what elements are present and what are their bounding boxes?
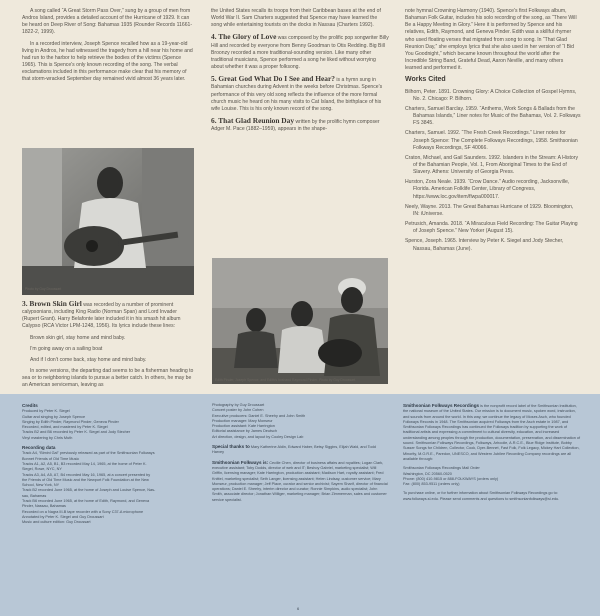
- production-line: Production assistant: Kate Harrington: [212, 424, 275, 429]
- sfr-paragraph: [403, 403, 581, 462]
- label-info-column: [403, 403, 581, 502]
- citation: Charters, Samuel Barclay. 1959. “Anthems, Work Songs & Ballads from the Bahamas Islands,” Liner notes for Music of the Bahamas, Vol. 2. Folkways FS 3845.: [405, 105, 581, 127]
- special-thanks-text: Mary Katherine Aldin, Edward Haber, Betsy Siggins, Elijah Wald, and Todd Harvey: [212, 445, 376, 455]
- address-line: Washington, DC 20560-0520: [403, 471, 452, 476]
- song-3-text: was recorded by a number of prominent calypsonians, including King Radio (Norman Span) and Lord Invader (Rupert Grant). Harry Belafonte later included it in his smash hit album Calypso (RCA Victor LPM-1248, 1956). Its lyrics include these lines:: [22, 302, 181, 330]
- production-line: Executive producers: Daniel E. Sheehy and John Smith: [212, 413, 306, 418]
- credits-heading: Credits: [22, 403, 38, 408]
- song-5-text: is a hymn sung in Bahamian churches during Advent in the weeks before Christmas. Spence's performance of this very old song reflects the influence of the more formal church music he heard on his many visits to Cat Island, the birthplace of his wife Louise. This is his only known record of the song.: [211, 77, 383, 112]
- recording-line: Tracks A1, A2, A5, B1, B3 recorded May 14, 1965, at the home of Peter K.: [22, 461, 147, 466]
- sf-staff-text: Cecille Chen, director of business affairs and royalties; Logan Clark, executive assistant; Toby Dodds, director of web and IT; Beshoy Gabriel, marketing specialist; Will Griffin, licensing manager; Kate Harrington, production assistant; Madison Hart, royalty assistant; Fred Knittel, marketing specialist; Seth Langer, licensing assistant; Helen Lindsay, customer service; Mary Monseur, production manager; Jeff Place, curator and senior archivist; Sayem Sharif, director of financial operations; Daniel E. Sheehy, interim director and curator; Ronnie Simpkins, audio specialist; John Smith, associate director; Jonathan Williger, marketing manager; Brian Zimmerman, sales and customer service specialist.: [212, 460, 388, 502]
- recording-line: sau, Bahamas: [22, 493, 47, 498]
- recording-line: the Friends of Old Time Music and the Newport Folk Foundation at the New: [22, 477, 149, 482]
- photo-pinder-spence: [212, 258, 388, 384]
- purchase-info: To purchase online, or for further information about Smithsonian Folkways Recordings go to: www.folkways.si.edu. Please send comments and questions to smithsonianfolkways@si.edu.: [403, 491, 560, 501]
- production-line: Photography by Guy Droussart: [212, 403, 265, 407]
- credit-line: Guitar and singing by Joseph Spence: [22, 414, 86, 419]
- credit-line: Recorded, edited, and mastered by Peter K. Siegel: [22, 425, 108, 430]
- citation: Petrusich, Amanda. 2018. “A Miraculous Field Recording: The Guitar Playing of Joseph Spence.” New Yorker (August 15).: [405, 221, 578, 235]
- intro-paragraph-2: In a recorded interview, Joseph Spence recalled how as a 19-year-old living in Andros, he had witnessed the tragedy from a hill near his home and had run to the harbor to help retrieve the bodies of the victims (Spence 1965). This is Spence's only known recording of the song. The verbal exclamations included in this performance make clear that his memory of that storm-wracked September day remained vivid almost 36 years later.: [22, 40, 193, 83]
- song-3-paragraph-2: In some versions, the departing dad seems to be a fisherman heading to sea or to neighboring islands to pursue a better catch. In others, he may be an American serviceman, leaving as: [22, 368, 194, 389]
- lyric-line-1: Brown skin girl, stay home and mind baby.: [30, 334, 126, 341]
- address-line: Phone: (800) 410-9815 or 888-FOLKWAYS (orders only): [403, 476, 499, 481]
- lyric-line-2: I'm going away on a sailing boat: [30, 345, 103, 352]
- song-5-heading: 5. Great God What Do I See and Hear?: [211, 74, 335, 84]
- citation: Charters, Samuel. 1992. “The Fresh Creek Recordings.” Liner notes for Joseph Spence: The Complete Folkways Recordings, 1958. Smithsonian Folkways Recordings, SF 40066.: [405, 130, 578, 151]
- column-2: [211, 8, 389, 137]
- song-6-heading: 6. That Glad Reunion Day: [211, 116, 295, 126]
- credits-column: [22, 403, 194, 526]
- credit-line: Tracks B2 and B6 recorded by Peter K. Siegel and Jody Stecher: [22, 430, 131, 435]
- production-line: Art direction, design, and layout by Cooley Design Lab: [212, 434, 304, 439]
- address-line: Fax: (800) 853-9511 (orders only): [403, 482, 460, 487]
- works-cited-list: [405, 89, 581, 253]
- works-cited-heading: Works Cited: [405, 76, 446, 84]
- recording-line: Annotated by Peter K. Siegel and Guy Droussart: [22, 514, 104, 519]
- citation: Neely, Wayne. 2013. The Great Bahamas Hurricane of 1929. Bloomington, IN: iUniverse.: [405, 203, 574, 217]
- col2-paragraph-1: the United States recalls its troops from their Caribbean bases at the end of World War II. Sam Charters suggested that Spence may have learned the song while entertaining tourists on the docks in Nassau (Charters 1992).: [211, 8, 381, 29]
- song-3-heading: 3. Brown Skin Girl: [22, 299, 82, 308]
- song-4-heading: 4. The Glory of Love: [211, 32, 277, 42]
- song-6-text: written by the prolific hymn composer Adger M. Pace (1882–1959), appears in the shape-: [211, 119, 380, 133]
- spence-guitar-photo-image: [22, 148, 194, 295]
- special-thanks-heading: Special thanks to: [212, 444, 250, 450]
- col3-paragraph-1: note hymnal Crowning Harmony (1940). Spence's first Folkways album, Bahaman Folk Guitar, includes his solo recording of the song, as “There Will Be a Happy Meeting in Glory.” Here it is performed by Spence and his relatives, Edith, Raymond, and Geneva Pinder. Edith was a skillful rhymer who used floating verses that migrated from song to song. In “That Glad Reunion Day,” she employs lyrics that she also used in her version of “I Bid You Goodnight,” which became known throughout the world after the Incredible String Band, Grateful Dead, Aaron Neville, and many others learned and performed it.: [405, 8, 577, 72]
- photo1-caption: Photo by Guy Droussart: [25, 287, 62, 291]
- recording-line: School, New York, NY: [22, 483, 60, 488]
- production-line: Production manager: Mary Monseur: [212, 418, 273, 423]
- recording-line: Bonnet Friends of Old Time Music: [22, 456, 80, 461]
- production-line: Editorial assistance by James Deutsch: [212, 429, 277, 434]
- recording-line: Recorded on a Nagra III-B tape recorder with a Sony C37-A microphone: [22, 509, 144, 514]
- production-line: Concert poster by John Cohen: [212, 408, 264, 413]
- photo-spence-guitar: [22, 148, 194, 295]
- song-4-text: was composed by the prolific pop songwriter Billy Hill and recorded by everyone from Benny Goodman to Otis Redding. Big Bill Broonzy recorded a more traditional-sounding version. Like many other traditional musicians, Spence performed a song he liked without worrying about whether it was a proper folksong.: [211, 35, 389, 71]
- recording-line: Track B6 recorded June 1965, at the home of Edith, Raymond, and Geneva: [22, 499, 150, 504]
- intro-paragraph-1: A song called “A Great Storm Pass Over,” sung by a group of men from Andros Island, provides a detailed account of the Hurricane of 1929. It can be heard on Deep River of Song: Bahamas 1935 (Rounder Records 11661-1822-2, 1999).: [22, 8, 193, 36]
- song-5-paragraph: [211, 75, 389, 113]
- photo2-caption: Edith Pinder, Joseph Spence, and Edith's husband Raymond Pinder. Photo by Guy Droussart.: [215, 378, 357, 382]
- column-1: [22, 8, 194, 88]
- song-3-paragraph: [22, 300, 194, 331]
- special-thanks: [212, 444, 388, 456]
- sf-staff: [212, 460, 388, 503]
- recording-line: Track B2 recorded June 1965, at the home of Joseph and Louise Spence, Nas-: [22, 488, 156, 493]
- sfr-heading: Smithsonian Folkways Recordings: [403, 403, 480, 408]
- sf-staff-heading: Smithsonian Folkways is:: [212, 459, 269, 465]
- page-number: 6: [297, 606, 300, 611]
- sfr-text: is the nonprofit record label of the Smithsonian Institution, the national museum of the United States. Our mission is to document music, spoken word, instruction, and sounds from around the world. In this way, we continue the legacy of Moses Asch, who founded Folkways Records in 1948. The Smithsonian acquired Folkways from the Asch estate in 1987, and Smithsonian Folkways Recordings has continued the Folkways tradition by supporting the work of traditional artists and expressing a commitment to cultural diversity, education, and increased understanding among peoples through the production, documentation, preservation, and dissemination of sound. Smithsonian Folkways Recordings, Folkways, Arhoolie, A.R.C.E., Blue Ridge Institute, Bobby Susser Songs for Children, Collector, Cook, Dyer-Bennet, Fast Folk, Folk Legacy, Mickey Hart Collection, Minority, M.O.R.E., Paredon, UNESCO, and Western Jubilee Recording Company recordings are all available through:: [403, 404, 581, 461]
- citation: Bilhorn, Peter. 1891. Crowning Glory: A Choice Collection of Gospel Hymns, No. 2. Chicago: P. Bilhorn.: [405, 88, 577, 102]
- song-4-paragraph: [211, 33, 389, 71]
- recording-line: Pinder, Nassau, Bahamas: [22, 504, 66, 509]
- recording-line: Music and culture edition: Guy Droussart: [22, 520, 91, 525]
- lyric-line-3: And if I don't come back, stay home and mind baby.: [30, 356, 147, 363]
- citation: Hurston, Zora Neale. 1939. “Crow Dance.” Audio recording, Jacksonville, Florida. American Folklife Center, Library of Congress, https://www.loc.gov/item/flwpa000017.: [405, 179, 570, 200]
- citation: Craton, Michael, and Gail Saunders. 1992. Islanders in the Stream: A History of the Bahamian People, Vol. 1, From Aboriginal Times to the End of Slavery. Athens: University of Georgia Press.: [405, 154, 578, 176]
- recording-line: Track A4, “Bimini Gal” previously released as part of the Smithsonian Folkways: [22, 451, 155, 456]
- credit-line: Produced by Peter K. Siegel: [22, 409, 70, 414]
- column-1-lower: [22, 300, 194, 394]
- recording-line: Siegel, Rowe, NYC, NY: [22, 467, 62, 472]
- production-column: [212, 403, 388, 503]
- song-6-paragraph: [211, 117, 389, 133]
- column-3: [405, 8, 581, 256]
- recording-data-heading: Recording data: [22, 445, 56, 451]
- pinder-spence-photo-image: [212, 258, 388, 384]
- credit-line: Vinyl mastering by Chris Muth: [22, 435, 73, 440]
- citation: Spence, Joseph. 1965. Interview by Peter K. Siegel and Jody Stecher, Nassau, Bahamas (June).: [405, 238, 564, 252]
- recording-line: Tracks A3, A4, A5, A7, B4 recorded May 16, 1965, at a concert presented by: [22, 472, 151, 477]
- credit-line: Singing by Edith Pinder, Raymond Pinder, Geneva Pinder: [22, 419, 119, 424]
- address-line: Smithsonian Folkways Recordings Mail Order: [403, 466, 480, 471]
